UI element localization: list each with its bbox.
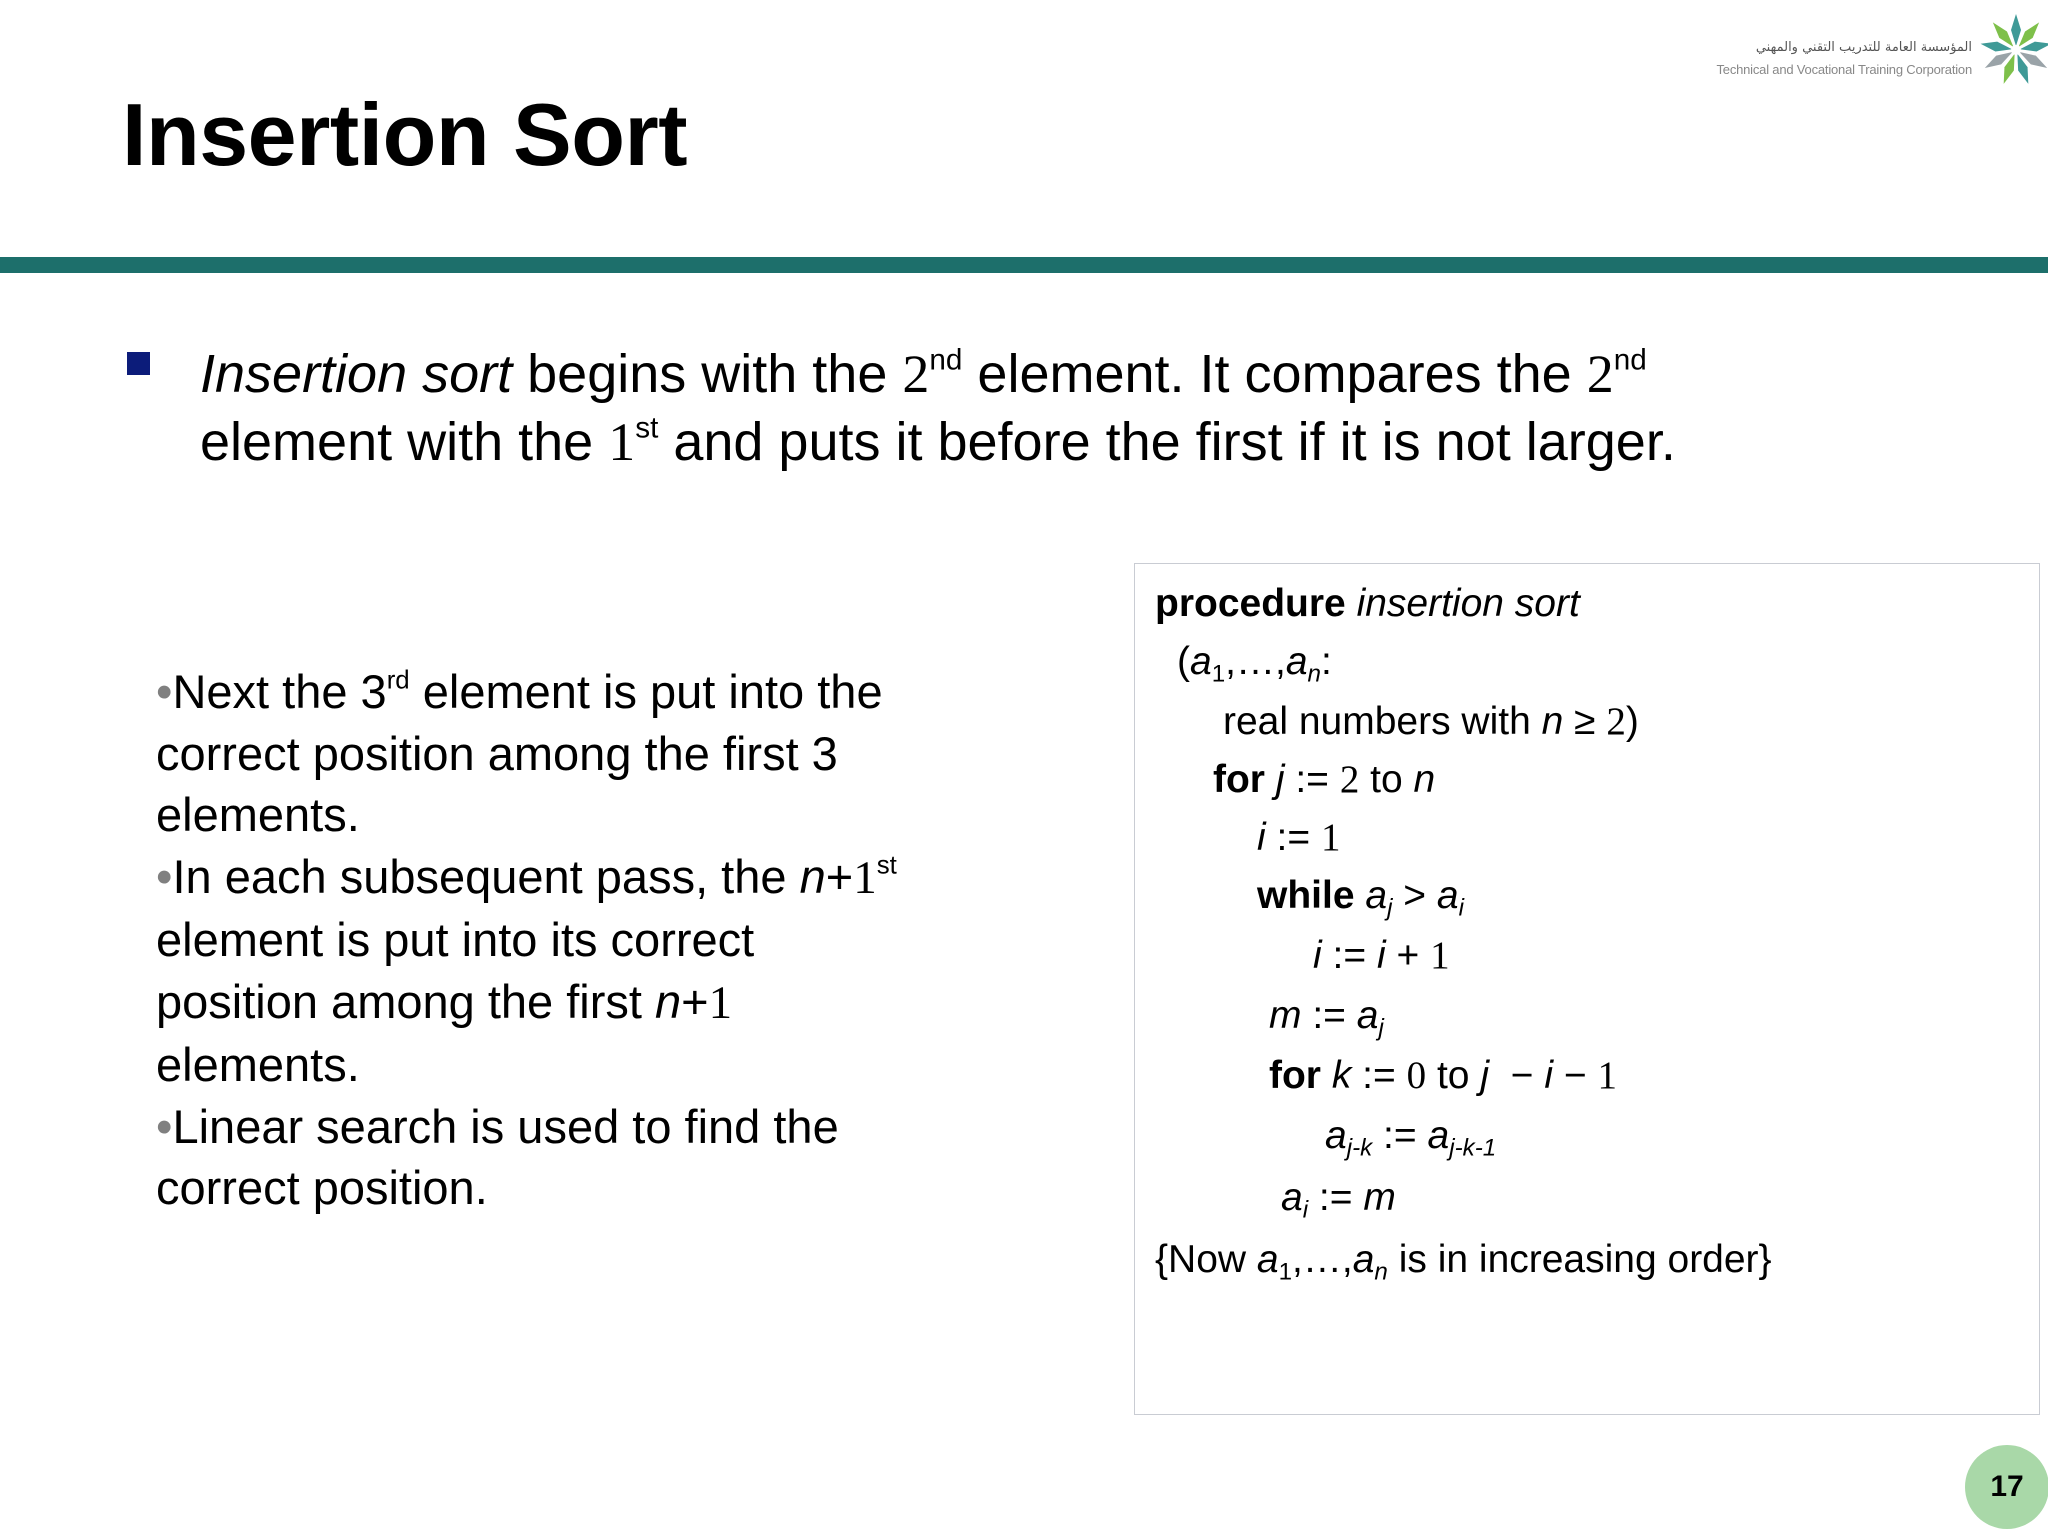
code-line-place-m: $a_i$ := m — [1281, 1176, 1396, 1224]
code-line-increment-i: i := i + 1 — [1313, 934, 1450, 977]
tvtc-logo — [1716, 10, 2048, 92]
page-number-badge: 17 — [1965, 1445, 2048, 1529]
code-line-inner-for: for k := 0 to j − i − 1 — [1269, 1054, 1617, 1097]
title-divider — [0, 257, 2048, 273]
code-line-assign-m: m := $a_j$ — [1269, 994, 1384, 1042]
sub-bullet-subsequent-pass: •In each subsequent pass, the n+1st element is put into its correct position among the first n+1 elements. — [156, 849, 897, 1091]
code-line-shift: $a_{j-k}$ := $a_{j-k-1}$ — [1325, 1114, 1497, 1162]
sub-bullet-linear-search: •Linear search is used to find the correct position. — [156, 1099, 839, 1214]
code-line-postcondition: {Now $a_1,\dots,a_n$ is in increasing order} — [1155, 1238, 1772, 1286]
code-line-while: while $a_j > a_i$ — [1257, 874, 1464, 922]
logo-arabic-text: المؤسسة العامة للتدريب التقني والمهني — [1755, 40, 1972, 55]
sub-bullet-third-element: •Next the 3rd element is put into the correct position among the first 3 elements. — [156, 665, 883, 841]
pseudocode-box — [1134, 563, 2040, 1415]
code-line-procedure: procedure insertion sort — [1155, 582, 1580, 625]
slide-title: Insertion Sort — [122, 85, 688, 184]
logo-emblem-icon — [1976, 10, 2048, 92]
sub-bullet-list — [156, 661, 916, 1219]
main-bullet-text: Insertion sort begins with the 2nd element. It compares the 2nd element with the 1st and puts it before the first if it is not larger. — [200, 343, 1676, 472]
logo-english-text: Technical and Vocational Training Corporation — [1716, 62, 1972, 77]
code-line-real-numbers: real numbers with n ≥ 2) — [1223, 700, 1639, 743]
code-line-parameters: ($a_1,\dots,a_n$: — [1177, 640, 1332, 688]
code-line-init-i: i := 1 — [1257, 816, 1341, 859]
code-line-outer-for: for j := 2 to n — [1213, 758, 1436, 801]
bullet-square-icon — [127, 352, 150, 375]
